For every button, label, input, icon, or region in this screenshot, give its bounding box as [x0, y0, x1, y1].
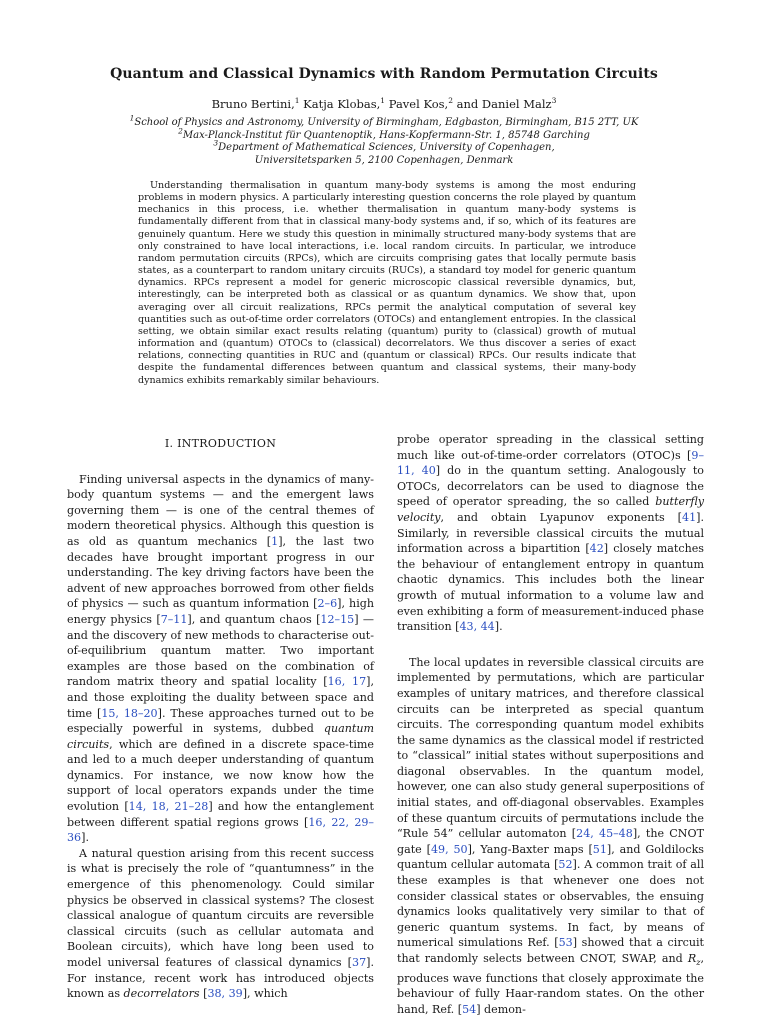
- citation-link[interactable]: 12–15: [320, 612, 355, 626]
- body-paragraph: [67, 472, 374, 846]
- text-run: ], which: [242, 987, 288, 1001]
- text-run: ], and those exploiting the duality between space and time [: [67, 675, 374, 720]
- author-list: [60, 97, 708, 111]
- emphasis-text: decorrelators: [123, 987, 200, 1001]
- text-run: ]. A common trait of all these examples is that whenever one does not consider classical states or observables, the ensuing dynamics looks qualitatively very similar to that of generic quantum systems. In fact, by means of numerical simulations Ref. [: [397, 858, 704, 950]
- citation-link[interactable]: 15, 18–20: [101, 706, 158, 720]
- body-paragraph: [67, 846, 374, 1002]
- text-run: ] and how the entanglement between different spatial regions grows [: [67, 800, 374, 829]
- text-run: ], the CNOT gate [: [397, 827, 704, 856]
- text-run: ], and quantum chaos [: [187, 612, 321, 626]
- text-run: ] closely matches the behaviour of entanglement entropy in quantum chaotic dynamics. This includes both the linear growth of mutual information to a volume law and even exhibiting a form of measurement-induced phase transition [: [397, 542, 704, 634]
- section-heading-introduction: I. INTRODUCTION: [164, 437, 277, 450]
- paper-title: Quantum and Classical Dynamics with Random Permutation Circuits: [110, 66, 658, 82]
- text-run: ], Yang-Baxter maps [: [467, 842, 593, 856]
- text-run: ], high energy physics [: [67, 597, 374, 626]
- citation-link[interactable]: 37: [352, 956, 367, 969]
- text-run: ], and Goldilocks quantum cellular automata [: [397, 842, 704, 872]
- text-run: [: [199, 987, 208, 1001]
- text-run: ]. Similarly, in reversible classical circuits the mutual information across a bipartition [: [397, 510, 704, 556]
- text-run: ] — and the discovery of new methods to characterise out-of-equilibrium quantum matter. Two important examples are those based on the combination of random matrix theory and spatial locality [: [67, 612, 374, 689]
- text-run: ] do in the quantum setting. Analogously to OTOCs, decorrelators can be used to diagnose the speed of operator spreading, the so called: [397, 464, 704, 509]
- text-run: , and obtain Lyapunov exponents [: [440, 510, 683, 524]
- citation-link[interactable]: 16, 17: [327, 675, 367, 689]
- affiliation: $^3$Department of Mathematical Sciences, University of Copenhagen,: [213, 138, 555, 154]
- citation-link[interactable]: 1: [271, 534, 279, 548]
- left-column: [67, 432, 374, 1002]
- text-run: ]. For instance, recent work has introduced objects known as: [67, 956, 374, 1001]
- citation-link[interactable]: 2–6: [317, 597, 338, 611]
- text-run: ], the last two decades have brought important progress in our understanding. The key driving factors have been the advent of new approaches borrowed from other fields of physics — such as quantum information [: [67, 534, 374, 611]
- text-run: ]. These approaches turned out to be especially powerful in systems, dubbed: [67, 706, 374, 736]
- citation-link[interactable]: 16, 22, 29–36: [67, 815, 374, 845]
- citation-link[interactable]: 49, 50: [430, 842, 468, 856]
- text-run: A natural question arising from this recent success is what is precisely the role of “quantumness” in the emergence of this phenomenology. Could similar physics be observed in classical systems? The closest classical analogue of quantum circuits are reversible classical circuits (such as cellular automata and Boolean circuits), which have long been used to model universal features of classical dynamics [: [67, 846, 374, 969]
- text-run: ] showed that a circuit that randomly selects between CNOT, SWAP, and: [397, 936, 704, 965]
- affiliation-list: [60, 113, 708, 167]
- text-run: , produces wave functions that closely approximate the behaviour of fully Haar-random states. On the other hand, Ref. [: [397, 952, 704, 1016]
- citation-link[interactable]: 51: [592, 842, 607, 856]
- emphasis-text: quantum circuits: [67, 722, 374, 751]
- citation-link[interactable]: 7–11: [160, 612, 188, 626]
- text-run: The local updates in reversible classical circuits are implemented by permutations, which are particular examples of unitary matrices, and therefore classical circuits can be interpreted as special quantum circuits. The corresponding quantum model exhibits the same dynamics as the classical model if restricted to “classical” initial states without superpositions and diagonal observables. In the quantum model, however, one can also study general superpositions of initial states, and off-diagonal observables. Examples of these quantum circuits of permutations include the “Rule 54” cellular automaton [: [397, 655, 704, 841]
- text-run: ].: [81, 831, 89, 845]
- citation-link[interactable]: 24, 45–48: [576, 827, 633, 841]
- citation-link[interactable]: 53: [558, 936, 573, 950]
- text-run: Finding universal aspects in the dynamics of many-body quantum systems — and the emergent laws governing them — is one of the central themes of modern theoretical physics. Although this question is as old as quantum mechanics [: [67, 472, 374, 548]
- body-paragraph: [397, 432, 704, 635]
- affiliation: Universitetsparken 5, 2100 Copenhagen, Denmark: [254, 154, 514, 166]
- affiliation: $^2$Max-Planck-Institut für Quantenoptik, Hans-Kopfermann-Str. 1, 85748 Garching: [178, 126, 590, 141]
- emphasis-text: R: [687, 952, 697, 965]
- emphasis-text: butterfly velocity: [397, 495, 704, 524]
- citation-link[interactable]: 41: [682, 510, 697, 524]
- citation-link[interactable]: 38, 39: [207, 987, 243, 1001]
- right-column: [397, 432, 704, 1018]
- citation-link[interactable]: 42: [589, 542, 604, 556]
- affiliation: $^1$School of Physics and Astronomy, University of Birmingham, Edgbaston, Birmingham, B15 2TT, UK: [129, 113, 639, 128]
- subscript-text: z: [696, 958, 701, 968]
- body-paragraph: [397, 655, 704, 1018]
- citation-link[interactable]: 43, 44: [459, 620, 495, 634]
- author: Pavel Kos,$^2$: [385, 96, 453, 111]
- citation-link[interactable]: 14, 18, 21–28: [128, 800, 209, 814]
- text-run: ] demon-: [476, 1003, 526, 1016]
- text-run: , which are defined in a discrete space-time and led to a much deeper understanding of quantum dynamics. For instance, we now know how the support of local operators expands under the time evolution [: [67, 737, 374, 814]
- abstract: Understanding thermalisation in quantum many-body systems is among the most enduring problems in modern physics. A particularly interesting question concerns the role played by quantum mechanics in this process, i.e. whether thermalisation in quantum many-body systems is fundamentally different from that in classical many-body systems and, if so, which of its features are genuinely quantum. Here we study this question in minimally structured many-body systems that are only constrained to have local interactions, i.e. local random circuits. In particular, we introduce random permutation circuits (RPCs), which are circuits comprising gates that locally permute basis states, as a counterpart to random unitary circuits (RUCs), a standard toy model for generic quantum dynamics. RPCs represent a model for generic microscopic classical reversible dynamics, but, interestingly, can be interpreted both as classical or as quantum dynamics. We show that, upon averaging over all circuit realizations, RPCs permit the analytical computation of several key quantities such as out-of-time order correlators (OTOCs) and entanglement entropies. In the classical setting, we obtain similar exact results relating (quantum) purity to (classical) growth of mutual information and (quantum) OTOCs to (classical) decorrelators. We thus discover a series of exact relations, connecting quantities in RUC and (quantum or classical) RPCs. Our results indicate that despite the fundamental differences between quantum and classical systems, their many-body dynamics exhibits remarkably similar behaviours.: [138, 180, 636, 386]
- citation-link[interactable]: 9–11, 40: [397, 448, 704, 478]
- citation-link[interactable]: 54: [462, 1003, 477, 1016]
- author: and Daniel Malz$^3$: [453, 96, 557, 111]
- author: Bruno Bertini,$^1$: [211, 96, 300, 111]
- citation-link[interactable]: 52: [558, 858, 573, 872]
- text-run: probe operator spreading in the classical setting much like out-of-time-order correlators (OTOC)s [: [397, 433, 704, 462]
- text-run: ].: [494, 620, 503, 634]
- author: Katja Klobas,$^1$: [299, 96, 386, 111]
